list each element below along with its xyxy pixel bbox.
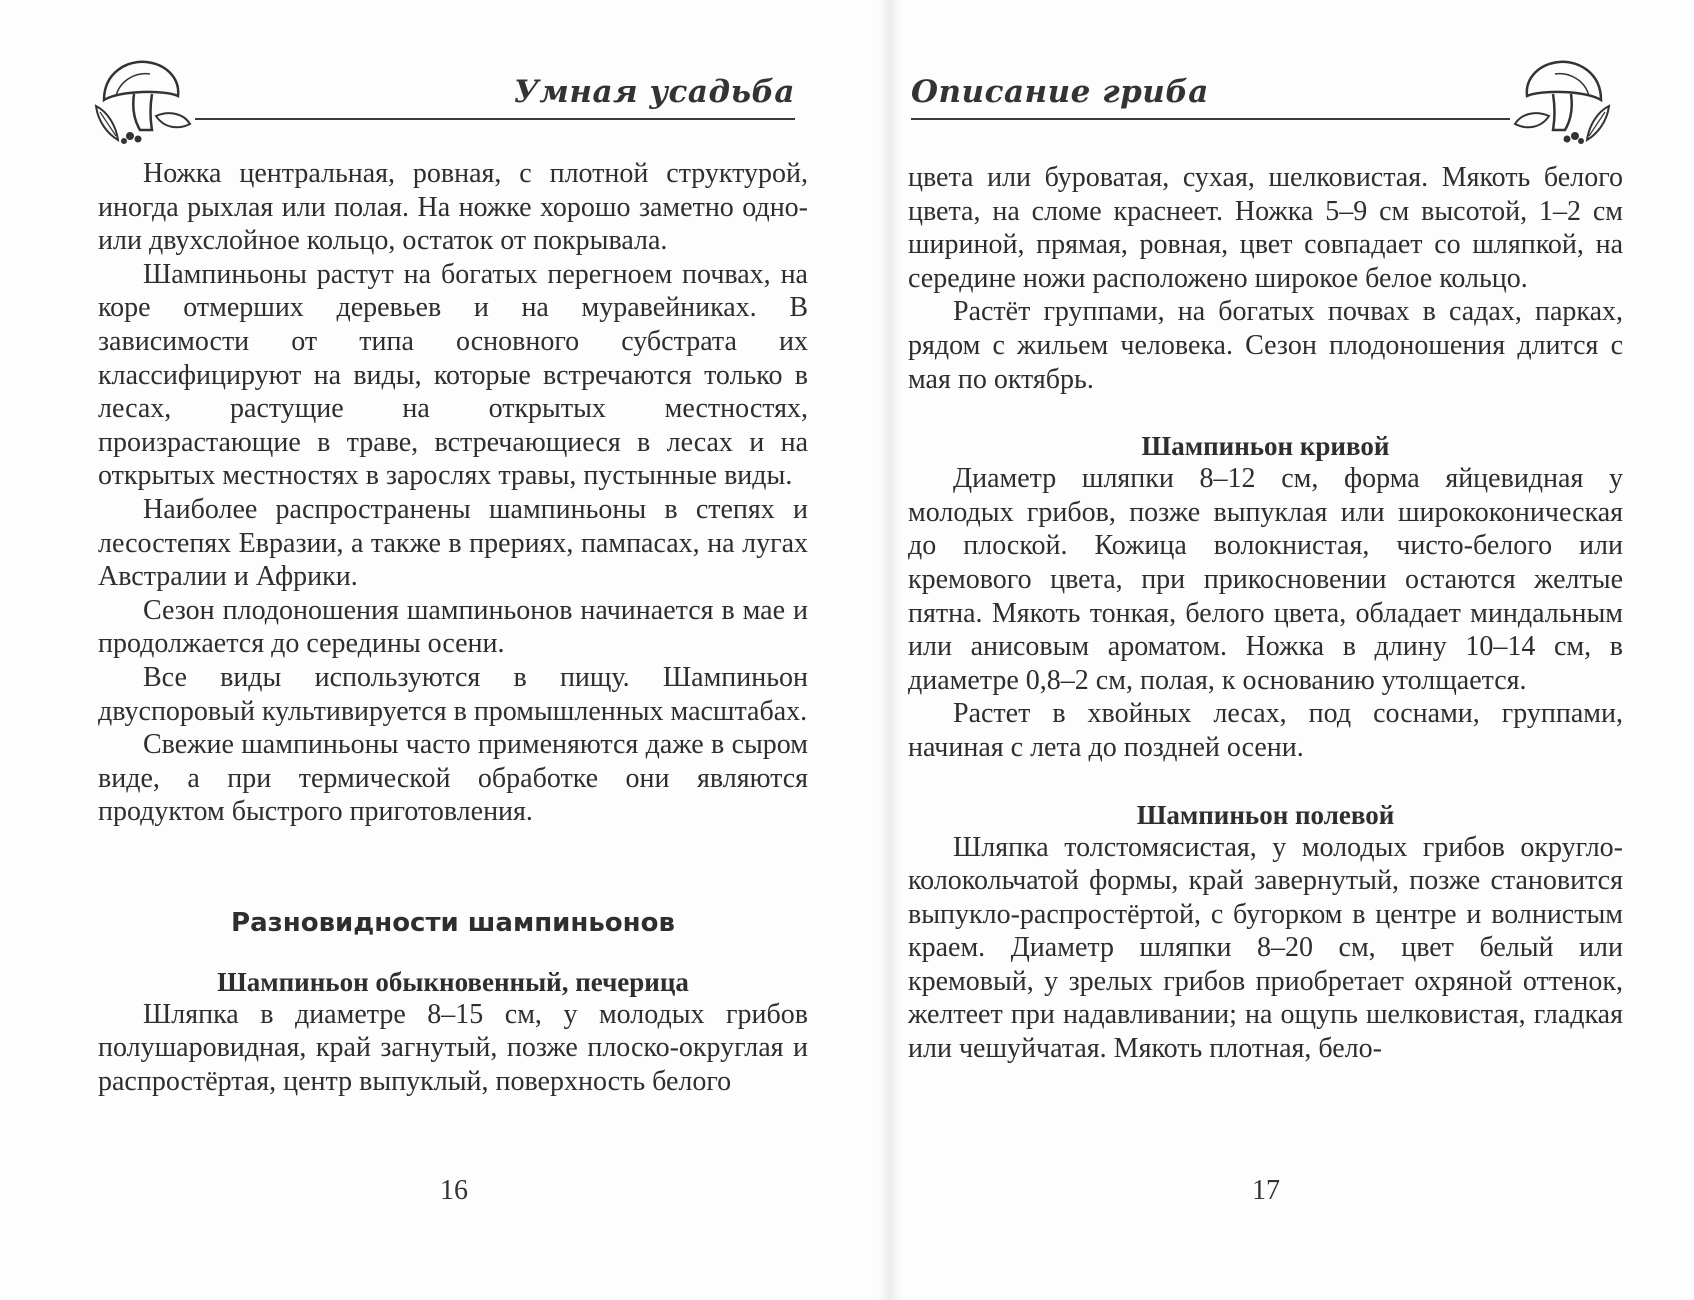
body-paragraph: цвета или буроватая, сухая, шелковистая. Мякоть белого цвета, на сломе краснеет. Ножка 5–9 см высотой, 1–2 см шириной, прямая, ровная, цвет совпадает со шляпкой, на середине ножи расположено широкое белое кольцо. xyxy=(908,162,1623,294)
header-rule xyxy=(911,118,1510,120)
mushroom-ornament-icon xyxy=(1511,50,1615,144)
page-number: 17 xyxy=(1252,1175,1280,1206)
body-paragraph: Растёт группами, на богатых почвах в садах, парках, рядом с жильем человека. Сезон плодоношения длится с мая по октябрь. xyxy=(908,296,1623,395)
page-number: 16 xyxy=(440,1175,468,1206)
body-paragraph: Ножка центральная, ровная, с плотной структурой, иногда рыхлая или полая. На ножке хорошо заметно одно- или двухслойное кольцо, остаток от покрывала. xyxy=(98,158,808,257)
body-paragraph: Шампиньоны растут на богатых перегноем почвах, на коре отмерших деревьев и на муравейниках. В зависимости от типа основного субстрата их классифицируют на виды, которые встречаются только в лесах, растущие на открытых местностях, произрастающие в траве, встречающиеся в лесах и на открытых местностях в зарослях травы, пустынные виды. xyxy=(98,258,808,492)
header-rule xyxy=(195,118,795,120)
right-page xyxy=(890,0,1694,1300)
body-paragraph: Диаметр шляпки 8–12 см, форма яйцевидная у молодых грибов, позже выпуклая или ширококоническая до плоской. Кожица волокнистая, чисто-белого или кремового цвета, при прикосновении остаются желтые пятна. Мякоть тонкая, белого цвета, обладает миндальным или анисовым ароматом. Ножка в длину 10–14 см, в диаметре 0,8–2 см, полая, к основанию утолщается. xyxy=(908,463,1623,696)
mushroom-ornament-icon xyxy=(90,50,194,144)
body-paragraph: Шляпка толстомясистая, у молодых грибов округло-колокольчатой формы, край завернутый, позже становится выпукло-распростёртой, с бугорком в центре и волнистым краем. Диаметр шляпки 8–20 см, цвет белый или кремовый, у зрелых грибов приобретает охряной оттенок, желтеет при надавливании; на ощупь шелковистая, гладкая или чешуйчатая. Мякоть плотная, бело- xyxy=(908,831,1623,1065)
body-paragraph: Шляпка в диаметре 8–15 см, у молодых грибов полушаровидная, край загнутый, позже плоско-округлая и распростёртая, центр выпуклый, поверхность белого xyxy=(98,998,808,1098)
body-paragraph: Растет в хвойных лесах, под соснами, группами, начиная с лета до поздней осени. xyxy=(908,698,1623,763)
subsection-title: Шампиньон полевой xyxy=(1136,799,1395,830)
right-page-body xyxy=(908,161,1623,1066)
right-page-header xyxy=(905,44,1615,154)
section-title: Разновидности шампиньонов xyxy=(231,907,675,938)
body-paragraph: Сезон плодоношения шампиньонов начинается в мае и продолжается до середины осени. xyxy=(98,594,808,660)
body-paragraph: Свежие шампиньоны часто применяются даже в сыром виде, а при термической обработке они являются продуктом быстрого приготовления. xyxy=(98,729,808,828)
subsection-title: Шампиньон кривой xyxy=(1141,431,1390,462)
left-page-header xyxy=(90,44,805,154)
subsection-title: Шампиньон обыкновенный, печерица xyxy=(217,966,689,997)
running-title: Умная усадьба xyxy=(513,74,795,110)
body-paragraph: Наиболее распространены шампиньоны в степях и лесостепях Евразии, а также в прериях, пампасах, на лугах Австралии и Африки. xyxy=(98,493,808,593)
running-title: Описание гриба xyxy=(911,74,1209,110)
body-paragraph: Все виды используются в пищу. Шампиньон двуспоровый культивируется в промышленных масштабах. xyxy=(98,661,808,727)
left-page-body xyxy=(98,157,808,1099)
